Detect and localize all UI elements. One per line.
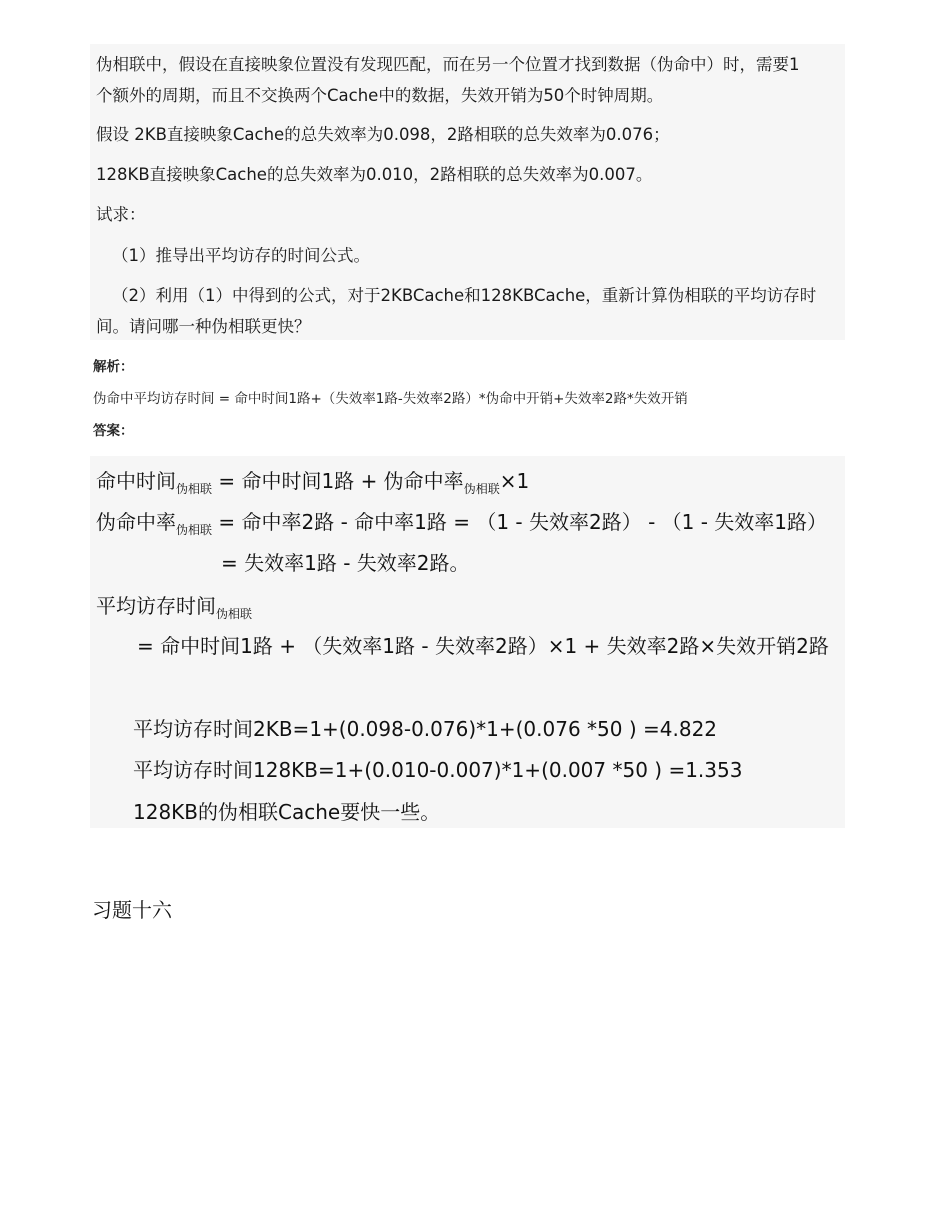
question-line-4: 128KB直接映象Cache的总失效率为0.010，2路相联的总失效率为0.007。: [96, 165, 653, 184]
analysis-label: 解析：: [93, 359, 134, 375]
formula-avg-access-title: 平均访存时间$_{伪相联}$: [96, 594, 253, 621]
formula-pseudo-hit-rate: 伪命中率$_{伪相联}$ = 命中率2路 - 命中率1路 = （1 - 失效率2路） - （1 - 失效率1路）: [96, 510, 828, 537]
question-line-8: 间。请问哪一种伪相联更快？: [96, 317, 311, 336]
answer-label: 答案：: [93, 423, 134, 439]
formula-pseudo-hit-rate-result: = 失效率1路 - 失效率2路。: [221, 551, 470, 575]
question-line-3: 假设 2KB直接映象Cache的总失效率为0.098，2路相联的总失效率为0.076；: [96, 125, 670, 144]
calc-2kb: 平均访存时间2KB=1+(0.098-0.076)*1+(0.076 *50 ) =4.822: [133, 717, 718, 741]
question-line-1: 伪相联中，假设在直接映象位置没有发现匹配，而在另一个位置才找到数据（伪命中）时，需要1: [96, 55, 800, 74]
question-line-5: 试求：: [96, 205, 146, 224]
formula-hit-time: 命中时间$_{伪相联}$ = 命中时间1路 + 伪命中率$_{伪相联}$×1: [96, 469, 530, 496]
formula-avg-access: = 命中时间1路 + （失效率1路 - 失效率2路）×1 + 失效率2路×失效开销2路: [137, 634, 829, 658]
question-line-2: 个额外的周期，而且不交换两个Cache中的数据，失效开销为50个时钟周期。: [96, 86, 664, 105]
next-exercise-heading: 习题十六: [92, 898, 172, 922]
question-line-6: （1）推导出平均访存的时间公式。: [112, 246, 370, 265]
question-line-7: （2）利用（1）中得到的公式，对于2KBCache和128KBCache，重新计算伪相联的平均访存时: [112, 286, 817, 305]
conclusion: 128KB的伪相联Cache要快一些。: [133, 800, 441, 824]
calc-128kb: 平均访存时间128KB=1+(0.010-0.007)*1+(0.007 *50 ) =1.353: [133, 758, 743, 782]
analysis-text: 伪命中平均访存时间 = 命中时间1路+（失效率1路-失效率2路）*伪命中开销+失效率2路*失效开销: [93, 391, 688, 407]
